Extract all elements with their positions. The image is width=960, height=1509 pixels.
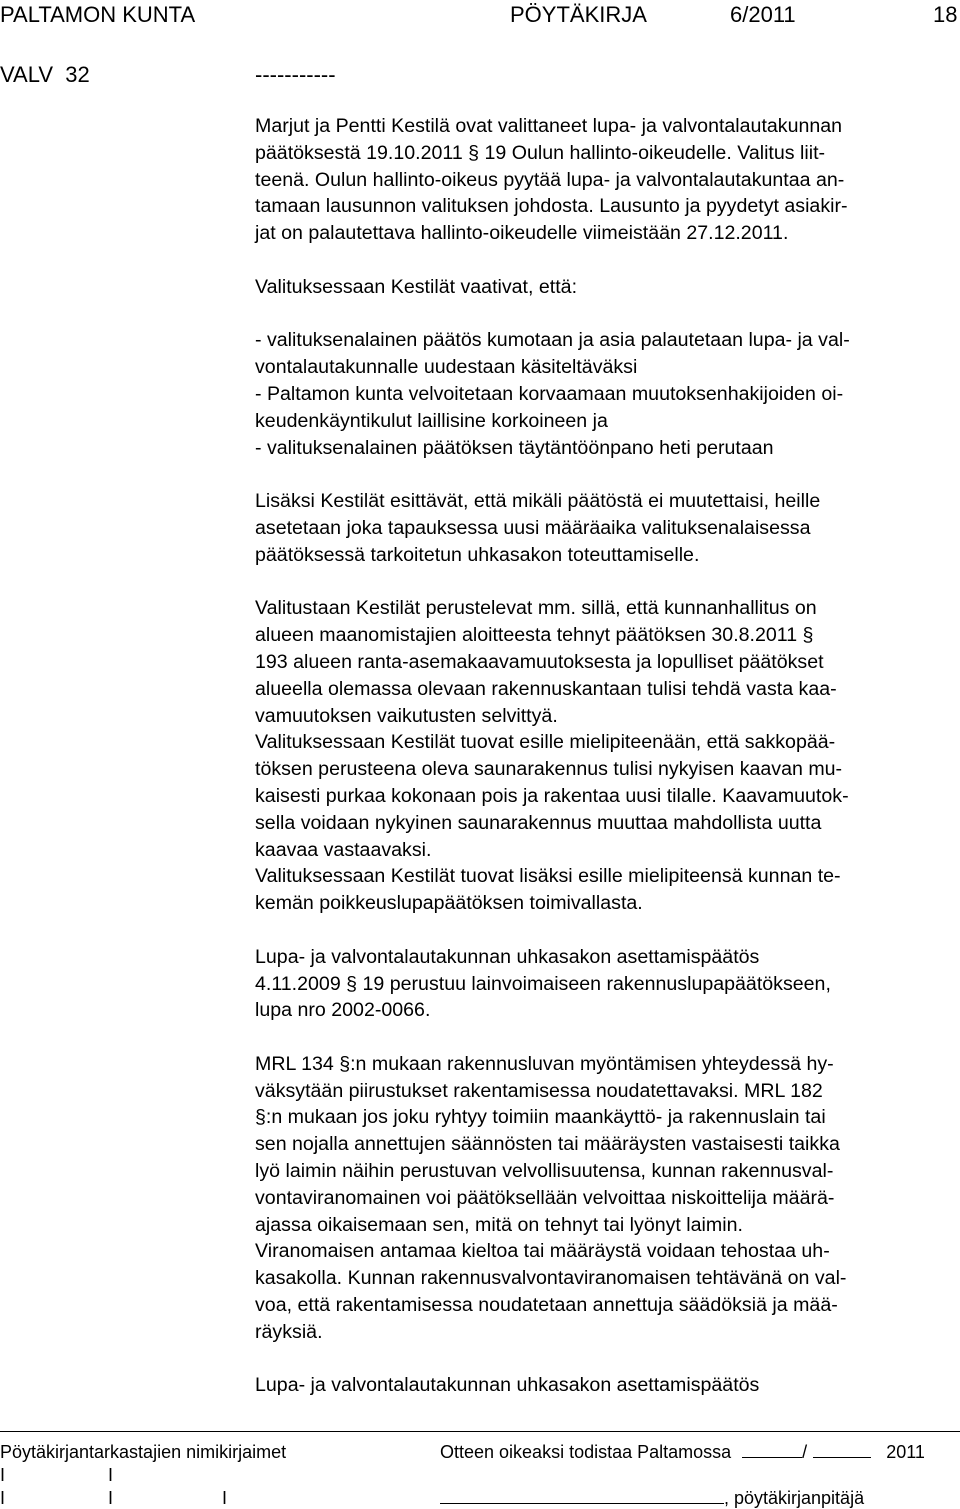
body-line: päätöksessä tarkoitetun uhkasakon toteuttamiselle. (255, 543, 700, 566)
body-line: Lupa- ja valvontalautakunnan uhkasakon asettamispäätös (255, 945, 760, 968)
body-line: 4.11.2009 § 19 perustuu lainvoimaiseen rakennuslupapäätökseen, (255, 972, 831, 995)
footer-initial-bar-3: I (0, 1488, 6, 1508)
body-line: tamaan lausunnon valituksen johdosta. Lausunto ja pyydetyt asiakir- (255, 195, 848, 218)
body-line: vontalautakunnalle uudestaan käsiteltäväksi (255, 356, 638, 379)
body-line: töksen perusteena oleva saunarakennus tulisi nykyisen kaavan mu- (255, 758, 843, 781)
footer-slash: / (802, 1442, 808, 1462)
body-line: Viranomaisen antamaa kieltoa tai määräystä voidaan tehostaa uh- (255, 1240, 830, 1263)
body-line: alueen maanomistajien aloitteesta tehnyt päätöksen 30.8.2011 § (255, 624, 814, 647)
body-line: Valituksessaan Kestilät vaativat, että: (255, 275, 578, 298)
body-line: päätöksestä 19.10.2011 § 19 Oulun hallinto-oikeudelle. Valitus liit- (255, 141, 826, 164)
body-line: Valituksessaan Kestilät tuovat esille mielipiteenään, että sakkopää- (255, 731, 836, 754)
footer-initial-bar-5: I (222, 1488, 228, 1508)
footer-year: 2011 (886, 1442, 925, 1462)
header-issue: 6/2011 (730, 2, 796, 27)
body-text (255, 113, 955, 1399)
body-line: räyksiä. (255, 1320, 323, 1343)
body-line: vamuutoksen vaikutusten selvittyä. (255, 704, 558, 727)
body-line: kasakolla. Kunnan rakennusvalvontaviranomaisen tehtävänä on val- (255, 1267, 847, 1290)
body-line: Lupa- ja valvontalautakunnan uhkasakon asettamispäätös (255, 1374, 760, 1397)
body-line: 193 alueen ranta-asemakaavamuutoksesta ja lopulliset päätökset (255, 650, 824, 673)
footer-initial-bar-1: I (0, 1465, 6, 1485)
body-line: Valitustaan Kestilät perustelevat mm. sillä, että kunnanhallitus on (255, 597, 817, 620)
body-line: Marjut ja Pentti Kestilä ovat valittaneet lupa- ja valvontalautakunnan (255, 115, 843, 137)
body-line: - valituksenalainen päätös kumotaan ja asia palautetaan lupa- ja val- (255, 329, 850, 352)
footer-inspectors-label: Pöytäkirjantarkastajien nimikirjaimet (0, 1442, 287, 1462)
body-line: §:n mukaan jos joku ryhtyy toimiin maankäyttö- ja rakennuslain tai (255, 1106, 826, 1129)
paragraph-gap (255, 917, 955, 944)
footer-signature-blank (440, 1487, 724, 1504)
footer-rule (0, 1431, 960, 1432)
header-doc-type: PÖYTÄKIRJA (510, 2, 647, 27)
paragraph-gap (255, 301, 955, 328)
footer-day-blank (742, 1441, 802, 1458)
body-line: - Paltamon kunta velvoitetaan korvaamaan muutoksenhakijoiden oi- (255, 382, 844, 405)
body-line: sella voidaan nykyinen saunarakennus muuttaa mahdollista uutta (255, 811, 822, 834)
body-line: teenä. Oulun hallinto-oikeus pyytää lupa- ja valvontalautakuntaa an- (255, 168, 845, 191)
footer-initial-bar-4: I (108, 1488, 114, 1508)
body-line: vontaviranomainen voi päätöksellään velvoittaa niskoittelija määrä- (255, 1186, 835, 1209)
body-line: voa, että rakentamisessa noudatetaan annettuja säädöksiä ja mää- (255, 1294, 838, 1317)
body-line: väksytään piirustukset rakentamisessa noudatettavaksi. MRL 182 (255, 1079, 823, 1102)
body-line: ajassa oikaisemaan sen, mitä on tehnyt tai lyönyt laimin. (255, 1213, 743, 1236)
body-line: kemän poikkeuslupapäätöksen toimivallasta. (255, 892, 643, 915)
body-line: sen nojalla annettujen säännösten tai määräysten vastaisesti taikka (255, 1133, 840, 1156)
paragraph-gap (255, 1024, 955, 1051)
footer-certify-label: Otteen oikeaksi todistaa Paltamossa (440, 1442, 732, 1462)
paragraph-gap (255, 569, 955, 596)
paragraph-gap (255, 1346, 955, 1373)
body-line: Valituksessaan Kestilät tuovat lisäksi esille mielipiteensä kunnan te- (255, 865, 841, 888)
footer-month-blank (813, 1441, 871, 1458)
body-line: - valituksenalainen päätöksen täytäntöönpano heti perutaan (255, 436, 774, 459)
body-line: alueella olemassa olevaan rakennuskantaan tulisi tehdä vasta kaa- (255, 677, 837, 700)
section-dashes: ----------- (255, 62, 336, 87)
section-code: VALV 32 (0, 62, 90, 87)
body-line: asetetaan joka tapauksessa uusi määräaika valituksenalaisessa (255, 516, 811, 539)
footer-signer-label: , pöytäkirjanpitäjä (724, 1488, 865, 1508)
footer-certify-line (440, 1441, 925, 1463)
body-line: MRL 134 §:n mukaan rakennusluvan myöntämisen yhteydessä hy- (255, 1052, 834, 1075)
paragraph-gap (255, 247, 955, 274)
body-line: Lisäksi Kestilät esittävät, että mikäli päätöstä ei muutettaisi, heille (255, 490, 821, 513)
body-line: kaisesti purkaa kokonaan pois ja rakentaa uusi tilalle. Kaavamuutok- (255, 784, 849, 807)
footer-initial-bar-2: I (108, 1465, 114, 1485)
body-line: keudenkäyntikulut laillisine korkoineen ja (255, 409, 608, 432)
body-line: jat on palautettava hallinto-oikeudelle viimeistään 27.12.2011. (255, 222, 789, 245)
header-org: PALTAMON KUNTA (0, 2, 196, 27)
body-line: lupa nro 2002-0066. (255, 999, 431, 1022)
header-page-number: 18 (933, 2, 958, 27)
paragraph-gap (255, 461, 955, 488)
body-line: lyö laimin näihin perustuvan velvollisuutensa, kunnan rakennusval- (255, 1160, 834, 1183)
body-line: kaavaa vastaavaksi. (255, 838, 432, 861)
footer-signature-line (440, 1487, 864, 1509)
